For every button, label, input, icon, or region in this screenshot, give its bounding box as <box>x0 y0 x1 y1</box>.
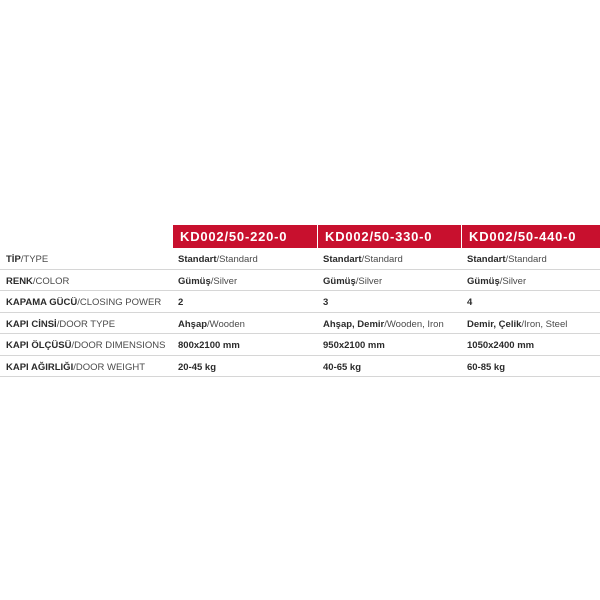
value-tr: 2 <box>178 297 184 308</box>
label-en: /DOOR TYPE <box>56 318 116 330</box>
label-en: /COLOR <box>32 275 70 287</box>
value-en: /Iron, Steel <box>521 318 568 330</box>
row-label <box>6 334 171 355</box>
value-tr: Ahşap, Demir <box>323 318 385 330</box>
table-cell <box>178 334 316 355</box>
table-cell <box>467 291 600 312</box>
table-cell <box>323 270 460 291</box>
table-cell <box>178 313 316 334</box>
table-cell <box>323 313 460 334</box>
table-cell <box>178 270 316 291</box>
table-row-type <box>0 248 600 270</box>
model-header-kd002-50-220-0: KD002/50-220-0 <box>173 225 317 248</box>
value-tr: 60-85 kg <box>467 361 506 373</box>
value-tr: Gümüş <box>178 275 211 287</box>
label-tr: KAPAMA GÜCÜ <box>6 297 78 308</box>
value-tr: 1050x2400 mm <box>467 340 535 351</box>
row-label <box>6 313 171 334</box>
value-tr: Standart <box>323 254 362 265</box>
value-tr: Gümüş <box>467 275 500 287</box>
table-cell <box>178 248 316 269</box>
table-cell <box>323 334 460 355</box>
value-en: /Silver <box>499 275 527 287</box>
value-tr: Demir, Çelik <box>467 318 522 330</box>
table-row-door-dimensions <box>0 334 600 356</box>
table-row-door-weight <box>0 356 600 378</box>
value-tr: 20-45 kg <box>178 361 217 373</box>
row-label <box>6 291 171 312</box>
table-row-closing-power <box>0 291 600 313</box>
table-cell <box>467 334 600 355</box>
label-en: /DOOR DIMENSIONS <box>71 340 166 351</box>
row-label <box>6 248 171 269</box>
table-cell <box>178 291 316 312</box>
label-en: /DOOR WEIGHT <box>73 361 145 373</box>
value-en: /Silver <box>355 275 383 287</box>
value-en: /Silver <box>210 275 238 287</box>
table-cell <box>467 248 600 269</box>
value-tr: Standart <box>467 254 506 265</box>
value-tr: Gümüş <box>323 275 356 287</box>
label-tr: RENK <box>6 275 33 287</box>
value-tr: 3 <box>323 297 329 308</box>
row-label <box>6 270 171 291</box>
table-cell <box>178 356 316 377</box>
value-tr: 4 <box>467 297 473 308</box>
table-cell <box>467 356 600 377</box>
model-header-kd002-50-440-0: KD002/50-440-0 <box>462 225 600 248</box>
value-en: /Wooden, Iron <box>384 318 444 330</box>
table-cell <box>323 356 460 377</box>
value-tr: Ahşap <box>178 318 208 330</box>
value-en: /Standard <box>216 254 258 265</box>
label-en: /TYPE <box>20 254 49 265</box>
value-tr: 800x2100 mm <box>178 340 240 351</box>
label-tr: KAPI AĞIRLIĞI <box>6 361 74 373</box>
table-cell <box>323 291 460 312</box>
value-tr: 40-65 kg <box>323 361 362 373</box>
label-tr: KAPI ÖLÇÜSÜ <box>6 340 72 351</box>
label-tr: TİP <box>6 254 21 265</box>
spec-table <box>0 225 600 377</box>
model-header-row <box>0 225 600 248</box>
row-label <box>6 356 171 377</box>
label-en: /CLOSING POWER <box>77 297 162 308</box>
value-tr: Standart <box>178 254 217 265</box>
table-cell <box>467 270 600 291</box>
model-header-kd002-50-330-0: KD002/50-330-0 <box>318 225 461 248</box>
value-tr: 950x2100 mm <box>323 340 385 351</box>
value-en: /Wooden <box>207 318 245 330</box>
value-en: /Standard <box>505 254 547 265</box>
value-en: /Standard <box>361 254 403 265</box>
table-row-color <box>0 270 600 292</box>
table-cell <box>467 313 600 334</box>
table-cell <box>323 248 460 269</box>
table-row-door-type <box>0 313 600 335</box>
label-tr: KAPI CİNSİ <box>6 318 57 330</box>
